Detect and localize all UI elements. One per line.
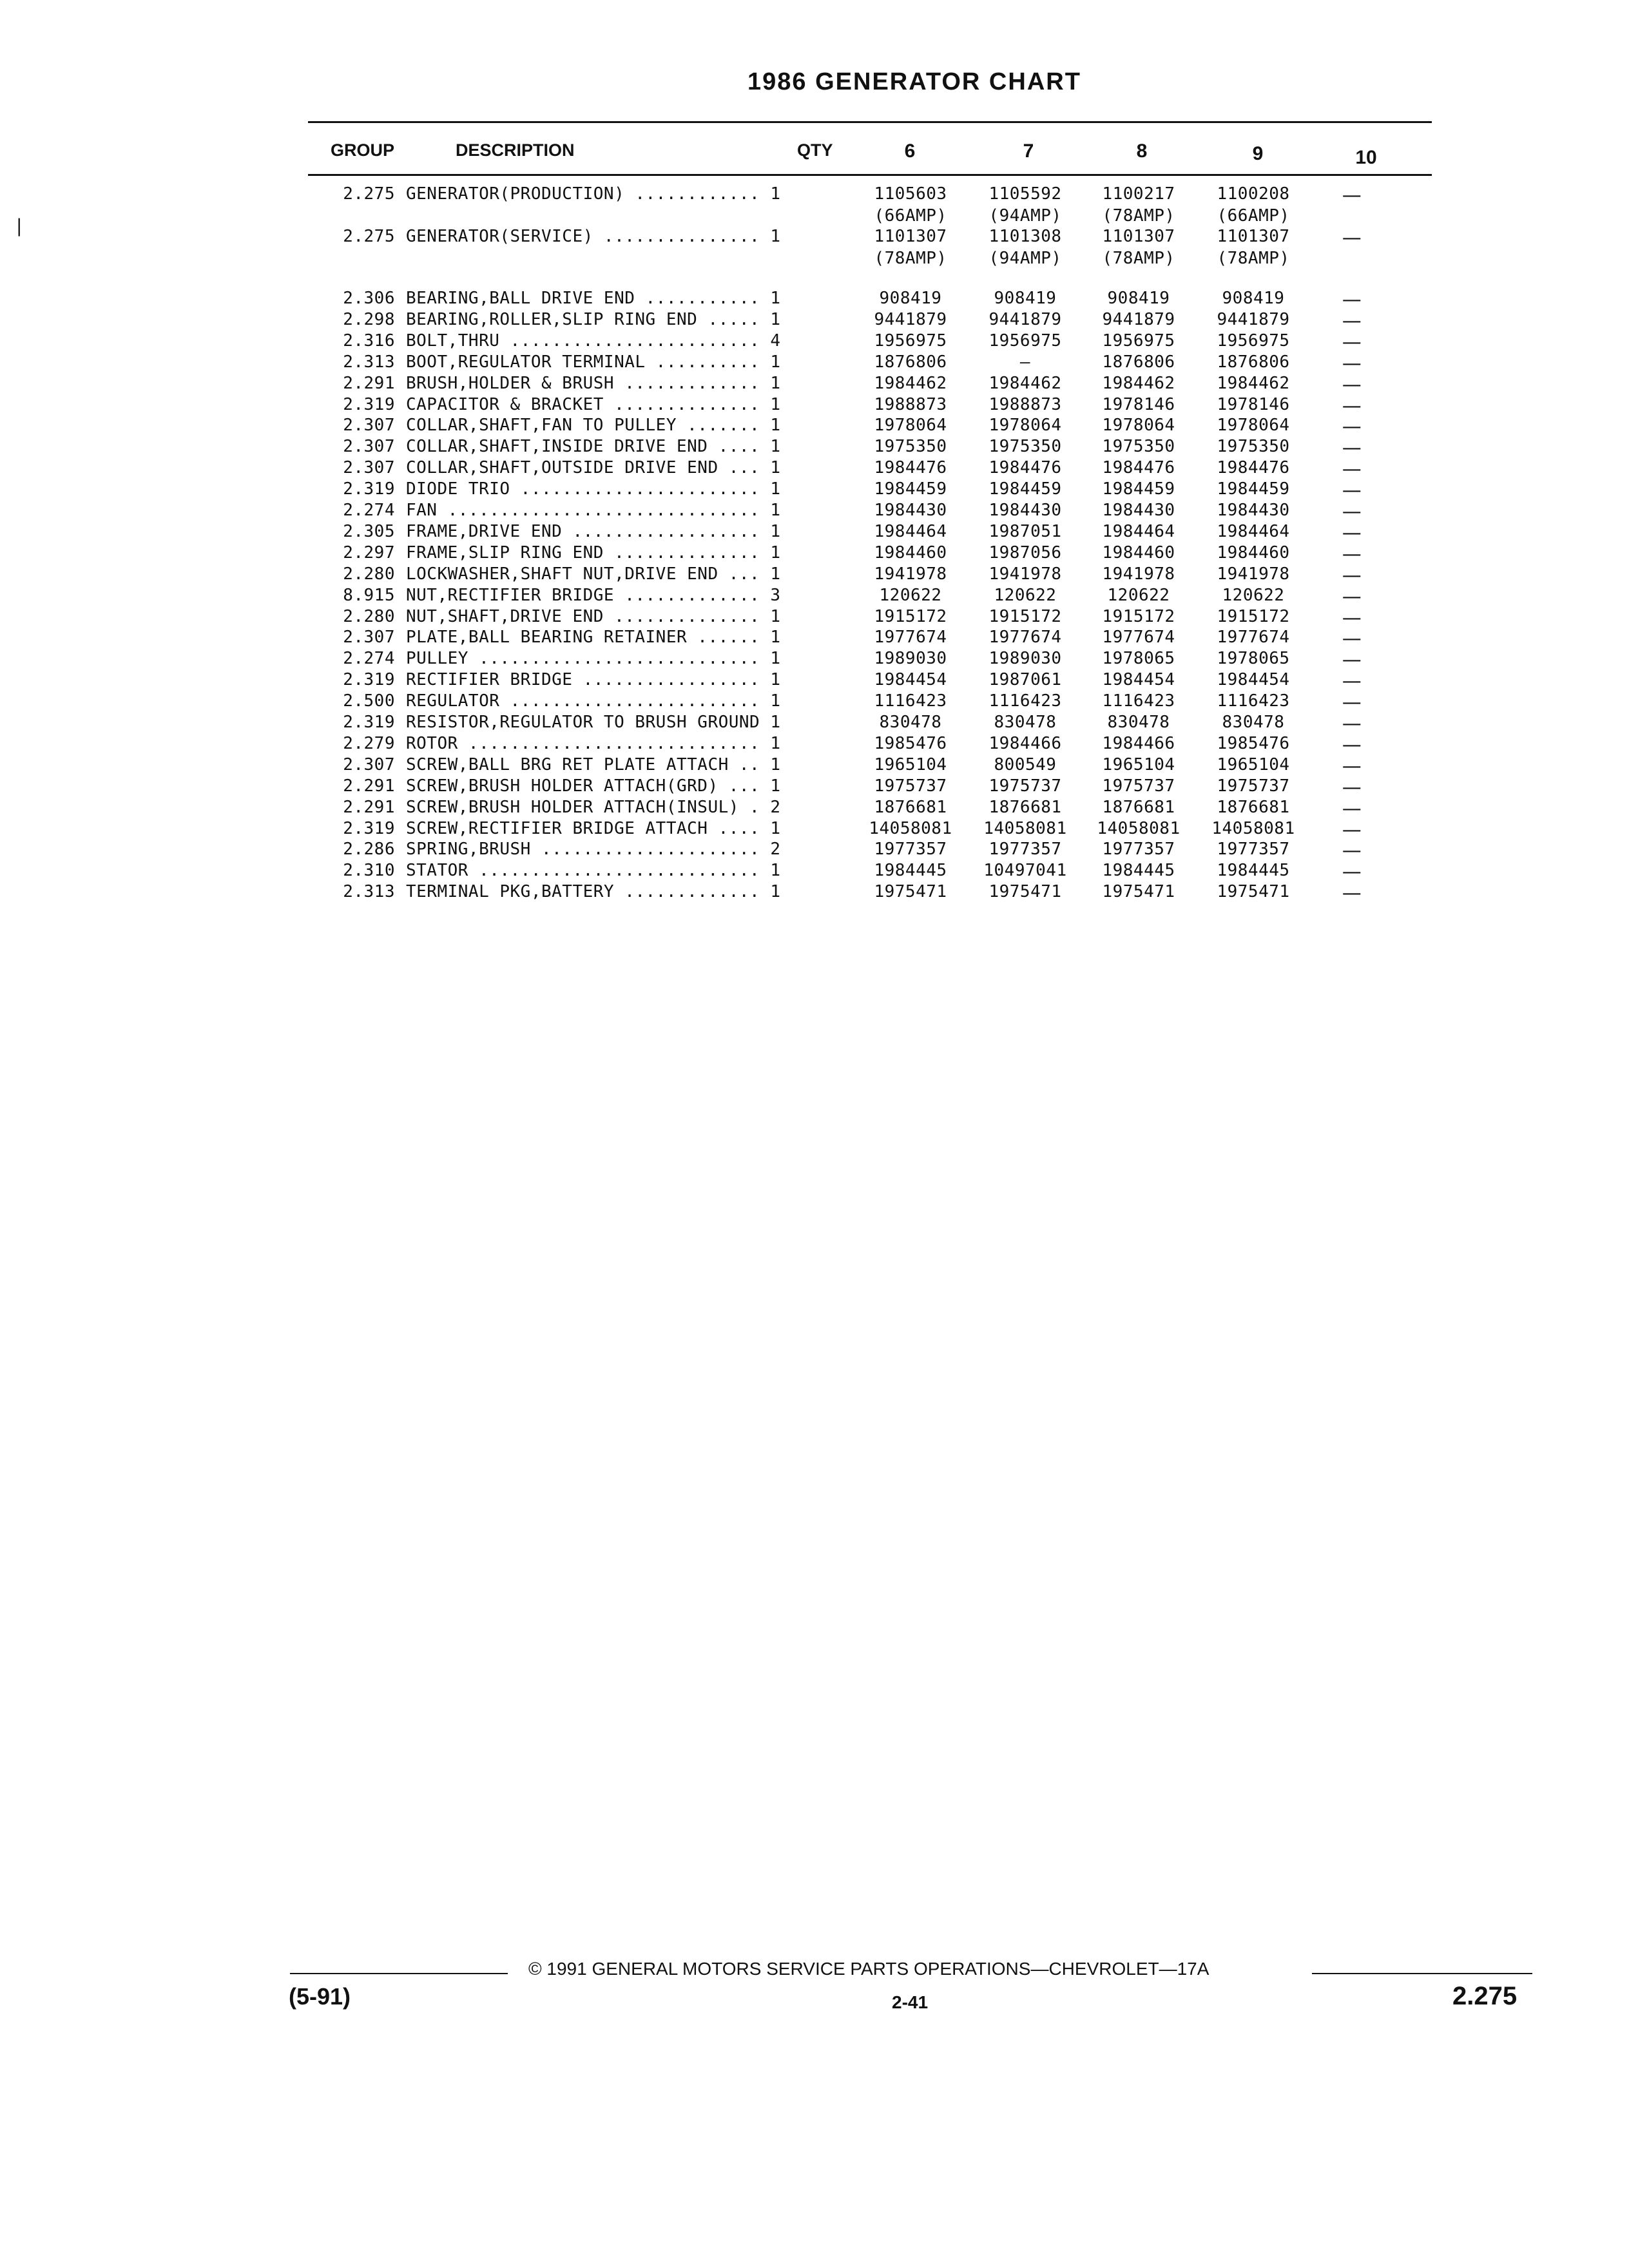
col-header-10: 10	[1355, 147, 1377, 168]
description-cell: NUT,SHAFT,DRIVE END .............. 1	[406, 606, 781, 626]
part-number-cell-10: —	[1342, 331, 1362, 354]
group-cell: 2.291	[343, 776, 395, 796]
col-header-6: 6	[904, 140, 916, 162]
part-number-cell-10: —	[1342, 437, 1362, 460]
description-cell: DIODE TRIO ....................... 1	[406, 479, 781, 499]
group-cell: 2.319	[343, 479, 395, 499]
part-number-cell-10: —	[1342, 733, 1362, 756]
part-number-cell-9: 1977357	[1217, 840, 1290, 860]
group-cell: 2.500	[343, 691, 395, 711]
group-cell: 2.307	[343, 754, 395, 774]
part-number-cell-7: 1978064	[988, 416, 1062, 436]
part-number-cell-7: 1975737	[988, 776, 1062, 796]
description-cell: BOLT,THRU ........................ 4	[406, 331, 781, 351]
part-number-cell-7: 1984476	[988, 458, 1062, 478]
part-number-cell-7: (94AMP)	[988, 249, 1062, 268]
part-number-cell-8: 1956975	[1102, 331, 1175, 351]
group-cell: 2.298	[343, 309, 395, 329]
footer-copyright: © 1991 GENERAL MOTORS SERVICE PARTS OPERATIONS—CHEVROLET—17A	[528, 1959, 1210, 1979]
part-number-cell-9: 1978146	[1217, 394, 1290, 414]
description-cell: SCREW,RECTIFIER BRIDGE ATTACH .... 1	[406, 818, 781, 838]
part-number-cell-9: 1984464	[1217, 521, 1290, 541]
part-number-cell-10: —	[1342, 691, 1362, 715]
description-cell: BOOT,REGULATOR TERMINAL .......... 1	[406, 352, 781, 372]
part-number-cell-9: 1975350	[1217, 437, 1290, 457]
part-number-cell-9: 908419	[1222, 289, 1285, 308]
description-cell: TERMINAL PKG,BATTERY ............. 1	[406, 882, 781, 902]
part-number-cell-8: 1100217	[1102, 184, 1175, 204]
part-number-cell-9: 1985476	[1217, 733, 1290, 753]
footer-rule-right	[1312, 1973, 1532, 1974]
part-number-cell-7: 1101308	[988, 227, 1062, 246]
part-number-cell-9: 1956975	[1217, 331, 1290, 351]
part-number-cell-8: 1977357	[1102, 840, 1175, 860]
part-number-cell-8: 908419	[1107, 289, 1170, 308]
part-number-cell-6: 1101307	[874, 227, 947, 246]
group-cell: 2.313	[343, 882, 395, 902]
part-number-cell-10: —	[1342, 585, 1362, 608]
part-number-cell-10: —	[1342, 776, 1362, 799]
group-cell: 2.319	[343, 713, 395, 732]
part-number-cell-9: 830478	[1222, 713, 1285, 732]
part-number-cell-7: 1984462	[988, 373, 1062, 393]
part-number-cell-6: 1984464	[874, 521, 947, 541]
part-number-cell-9: 1984445	[1217, 861, 1290, 881]
part-number-cell-6: 1975737	[874, 776, 947, 796]
part-number-cell-10: —	[1342, 501, 1362, 523]
description-cell: RESISTOR,REGULATOR TO BRUSH GROUND 1	[406, 713, 781, 732]
description-cell: SCREW,BRUSH HOLDER ATTACH(INSUL) . 2	[406, 797, 781, 817]
part-number-cell-10: —	[1342, 818, 1362, 841]
part-number-cell-8: 1116423	[1102, 691, 1175, 711]
part-number-cell-10: —	[1342, 543, 1362, 566]
description-cell: BEARING,BALL DRIVE END ........... 1	[406, 289, 781, 308]
part-number-cell-7: 1987061	[988, 670, 1062, 690]
part-number-cell-10: —	[1342, 521, 1362, 544]
part-number-cell-7: 10497041	[983, 861, 1067, 881]
part-number-cell-9: 120622	[1222, 585, 1285, 605]
part-number-cell-8: 1984454	[1102, 670, 1175, 690]
part-number-cell-9: 1984476	[1217, 458, 1290, 478]
description-cell: BRUSH,HOLDER & BRUSH ............. 1	[406, 373, 781, 393]
part-number-cell-9: (66AMP)	[1217, 206, 1290, 226]
part-number-cell-6: 1989030	[874, 649, 947, 669]
part-number-cell-7: 1984466	[988, 733, 1062, 753]
group-cell: 2.316	[343, 331, 395, 351]
description-cell: SCREW,BALL BRG RET PLATE ATTACH .. 1	[406, 754, 781, 774]
part-number-cell-10: —	[1342, 184, 1362, 207]
part-number-cell-9: 1978065	[1217, 649, 1290, 669]
part-number-cell-7: —	[1019, 352, 1031, 372]
group-cell: 2.319	[343, 670, 395, 690]
part-number-cell-9: 1941978	[1217, 564, 1290, 584]
part-number-cell-8: 1975350	[1102, 437, 1175, 457]
part-number-cell-8: 1984459	[1102, 479, 1175, 499]
left-margin-mark: ❘	[12, 215, 27, 236]
part-number-cell-8: 1984462	[1102, 373, 1175, 393]
group-cell: 2.275	[343, 184, 395, 204]
group-cell: 2.279	[343, 733, 395, 753]
group-cell: 2.275	[343, 227, 395, 246]
part-number-cell-9: 1876681	[1217, 797, 1290, 817]
group-cell: 2.319	[343, 394, 395, 414]
description-cell: GENERATOR(SERVICE) ............... 1	[406, 227, 781, 246]
group-cell: 2.307	[343, 628, 395, 648]
description-cell: NUT,RECTIFIER BRIDGE ............. 3	[406, 585, 781, 605]
part-number-cell-8: 9441879	[1102, 309, 1175, 329]
part-number-cell-7: 1984430	[988, 501, 1062, 520]
part-number-cell-8: 1941978	[1102, 564, 1175, 584]
part-number-cell-8: 1984466	[1102, 733, 1175, 753]
part-number-cell-7: 1116423	[988, 691, 1062, 711]
part-number-cell-9: 1984460	[1217, 543, 1290, 562]
description-cell: GENERATOR(PRODUCTION) ............ 1	[406, 184, 781, 204]
part-number-cell-8: 1876806	[1102, 352, 1175, 372]
part-number-cell-6: 1876806	[874, 352, 947, 372]
part-number-cell-10: —	[1342, 628, 1362, 651]
part-number-cell-7: 1941978	[988, 564, 1062, 584]
part-number-cell-6: 14058081	[869, 818, 952, 838]
description-cell: BEARING,ROLLER,SLIP RING END ..... 1	[406, 309, 781, 329]
part-number-cell-8: 1975737	[1102, 776, 1175, 796]
part-number-cell-10: —	[1342, 797, 1362, 820]
part-number-cell-8: 1978065	[1102, 649, 1175, 669]
part-number-cell-6: 120622	[879, 585, 942, 605]
description-cell: LOCKWASHER,SHAFT NUT,DRIVE END ... 1	[406, 564, 781, 584]
part-number-cell-8: 1876681	[1102, 797, 1175, 817]
part-number-cell-6: 1984459	[874, 479, 947, 499]
part-number-cell-7: 120622	[994, 585, 1057, 605]
description-cell: ROTOR ............................ 1	[406, 733, 781, 753]
group-cell: 2.280	[343, 606, 395, 626]
part-number-cell-9: 1975471	[1217, 882, 1290, 902]
part-number-cell-6: 1975350	[874, 437, 947, 457]
part-number-cell-8: 1978146	[1102, 394, 1175, 414]
part-number-cell-6: 1977357	[874, 840, 947, 860]
description-cell: SCREW,BRUSH HOLDER ATTACH(GRD) ... 1	[406, 776, 781, 796]
part-number-cell-10: —	[1342, 754, 1362, 778]
part-number-cell-9: 14058081	[1211, 818, 1295, 838]
part-number-cell-7: 1105592	[988, 184, 1062, 204]
group-cell: 2.280	[343, 564, 395, 584]
group-cell: 2.274	[343, 501, 395, 520]
part-number-cell-9: 1984462	[1217, 373, 1290, 393]
part-number-cell-6: 1984430	[874, 501, 947, 520]
part-number-cell-7: 908419	[994, 289, 1057, 308]
col-header-group: GROUP	[331, 140, 395, 160]
part-number-cell-10: —	[1342, 670, 1362, 693]
footer-section-number: 2.275	[1452, 1982, 1518, 2010]
part-number-cell-6: (66AMP)	[874, 206, 947, 226]
part-number-cell-6: 1975471	[874, 882, 947, 902]
part-number-cell-6: 1984476	[874, 458, 947, 478]
footer-date-code: (5-91)	[289, 1983, 351, 2010]
header-rule	[308, 174, 1432, 176]
col-header-description: DESCRIPTION	[456, 140, 575, 160]
description-cell: PLATE,BALL BEARING RETAINER ...... 1	[406, 628, 781, 648]
part-number-cell-10: —	[1342, 649, 1362, 672]
footer-page-number: 2-41	[892, 1992, 929, 2012]
group-cell: 2.274	[343, 649, 395, 669]
description-cell: FRAME,DRIVE END .................. 1	[406, 521, 781, 541]
part-number-cell-7: 800549	[994, 754, 1057, 774]
part-number-cell-8: 1915172	[1102, 606, 1175, 626]
part-number-cell-9: 1100208	[1217, 184, 1290, 204]
part-number-cell-8: 1984445	[1102, 861, 1175, 881]
description-cell: FAN .............................. 1	[406, 501, 781, 520]
part-number-cell-8: 1984464	[1102, 521, 1175, 541]
group-cell: 2.291	[343, 373, 395, 393]
part-number-cell-7: 1876681	[988, 797, 1062, 817]
part-number-cell-10: —	[1342, 352, 1362, 375]
part-number-cell-8: 120622	[1107, 585, 1170, 605]
group-cell: 2.286	[343, 840, 395, 860]
part-number-cell-8: (78AMP)	[1102, 249, 1175, 268]
part-number-cell-6: 1984445	[874, 861, 947, 881]
part-number-cell-6: 1876681	[874, 797, 947, 817]
part-number-cell-6: 1984462	[874, 373, 947, 393]
part-number-cell-10: —	[1342, 394, 1362, 418]
part-number-cell-10: —	[1342, 458, 1362, 481]
part-number-cell-9: 1984454	[1217, 670, 1290, 690]
part-number-cell-8: 14058081	[1097, 818, 1181, 838]
group-cell: 2.307	[343, 458, 395, 478]
part-number-cell-9: 1965104	[1217, 754, 1290, 774]
part-number-cell-9: 1978064	[1217, 416, 1290, 436]
group-cell: 2.313	[343, 352, 395, 372]
part-number-cell-7: 1984459	[988, 479, 1062, 499]
part-number-cell-6: 1977674	[874, 628, 947, 648]
description-cell: COLLAR,SHAFT,INSIDE DRIVE END .... 1	[406, 437, 781, 457]
part-number-cell-9: (78AMP)	[1217, 249, 1290, 268]
footer-rule-left	[290, 1973, 508, 1974]
part-number-cell-10: —	[1342, 606, 1362, 629]
part-number-cell-9: 1977674	[1217, 628, 1290, 648]
part-number-cell-8: 1984476	[1102, 458, 1175, 478]
part-number-cell-7: 1975350	[988, 437, 1062, 457]
part-number-cell-8: (78AMP)	[1102, 206, 1175, 226]
part-number-cell-6: 908419	[879, 289, 942, 308]
col-header-9: 9	[1252, 143, 1264, 164]
part-number-cell-7: (94AMP)	[988, 206, 1062, 226]
part-number-cell-10: —	[1342, 289, 1362, 311]
part-number-cell-10: —	[1342, 840, 1362, 863]
col-header-7: 7	[1023, 140, 1034, 162]
top-rule	[308, 121, 1432, 123]
part-number-cell-9: 1116423	[1217, 691, 1290, 711]
part-number-cell-6: 1956975	[874, 331, 947, 351]
part-number-cell-6: 1984460	[874, 543, 947, 562]
part-number-cell-10: —	[1342, 882, 1362, 905]
part-number-cell-6: 1116423	[874, 691, 947, 711]
col-header-8: 8	[1136, 140, 1148, 162]
description-cell: CAPACITOR & BRACKET .............. 1	[406, 394, 781, 414]
group-cell: 2.305	[343, 521, 395, 541]
part-number-cell-8: 1978064	[1102, 416, 1175, 436]
description-cell: COLLAR,SHAFT,OUTSIDE DRIVE END ... 1	[406, 458, 781, 478]
part-number-cell-7: 9441879	[988, 309, 1062, 329]
part-number-cell-6: 1965104	[874, 754, 947, 774]
description-cell: PULLEY ........................... 1	[406, 649, 781, 669]
group-cell: 2.307	[343, 416, 395, 436]
part-number-cell-7: 1987051	[988, 521, 1062, 541]
part-number-cell-7: 1977357	[988, 840, 1062, 860]
part-number-cell-6: 9441879	[874, 309, 947, 329]
part-number-cell-7: 1988873	[988, 394, 1062, 414]
part-number-cell-10: —	[1342, 713, 1362, 735]
part-number-cell-7: 14058081	[983, 818, 1067, 838]
part-number-cell-6: 1915172	[874, 606, 947, 626]
description-cell: REGULATOR ........................ 1	[406, 691, 781, 711]
group-cell: 2.297	[343, 543, 395, 562]
page-title: 1986 GENERATOR CHART	[747, 68, 1081, 95]
part-number-cell-8: 1984430	[1102, 501, 1175, 520]
part-number-cell-10: —	[1342, 416, 1362, 439]
part-number-cell-10: —	[1342, 564, 1362, 587]
description-cell: COLLAR,SHAFT,FAN TO PULLEY ....... 1	[406, 416, 781, 436]
part-number-cell-8: 1975471	[1102, 882, 1175, 902]
part-number-cell-10: —	[1342, 479, 1362, 503]
part-number-cell-9: 1101307	[1217, 227, 1290, 246]
group-cell: 2.291	[343, 797, 395, 817]
group-cell: 8.915	[343, 585, 395, 605]
description-cell: SPRING,BRUSH ..................... 2	[406, 840, 781, 860]
part-number-cell-10: —	[1342, 227, 1362, 249]
part-number-cell-6: 1105603	[874, 184, 947, 204]
group-cell: 2.319	[343, 818, 395, 838]
group-cell: 2.306	[343, 289, 395, 308]
part-number-cell-9: 1984459	[1217, 479, 1290, 499]
description-cell: STATOR ........................... 1	[406, 861, 781, 881]
group-cell: 2.310	[343, 861, 395, 881]
part-number-cell-7: 830478	[994, 713, 1057, 732]
part-number-cell-10: —	[1342, 373, 1362, 396]
part-number-cell-7: 1987056	[988, 543, 1062, 562]
part-number-cell-8: 830478	[1107, 713, 1170, 732]
part-number-cell-9: 1876806	[1217, 352, 1290, 372]
col-header-qty: QTY	[797, 140, 833, 160]
part-number-cell-8: 1965104	[1102, 754, 1175, 774]
part-number-cell-9: 1975737	[1217, 776, 1290, 796]
description-cell: FRAME,SLIP RING END .............. 1	[406, 543, 781, 562]
part-number-cell-6: 1988873	[874, 394, 947, 414]
part-number-cell-8: 1101307	[1102, 227, 1175, 246]
part-number-cell-6: (78AMP)	[874, 249, 947, 268]
part-number-cell-9: 1915172	[1217, 606, 1290, 626]
part-number-cell-7: 1956975	[988, 331, 1062, 351]
part-number-cell-7: 1977674	[988, 628, 1062, 648]
part-number-cell-6: 1941978	[874, 564, 947, 584]
part-number-cell-6: 1984454	[874, 670, 947, 690]
part-number-cell-6: 1978064	[874, 416, 947, 436]
part-number-cell-9: 9441879	[1217, 309, 1290, 329]
part-number-cell-6: 830478	[879, 713, 942, 732]
description-cell: RECTIFIER BRIDGE ................. 1	[406, 670, 781, 690]
part-number-cell-7: 1989030	[988, 649, 1062, 669]
group-cell: 2.307	[343, 437, 395, 457]
part-number-cell-8: 1977674	[1102, 628, 1175, 648]
part-number-cell-10: —	[1342, 861, 1362, 884]
part-number-cell-7: 1915172	[988, 606, 1062, 626]
part-number-cell-10: —	[1342, 309, 1362, 332]
part-number-cell-8: 1984460	[1102, 543, 1175, 562]
part-number-cell-9: 1984430	[1217, 501, 1290, 520]
part-number-cell-6: 1985476	[874, 733, 947, 753]
part-number-cell-7: 1975471	[988, 882, 1062, 902]
